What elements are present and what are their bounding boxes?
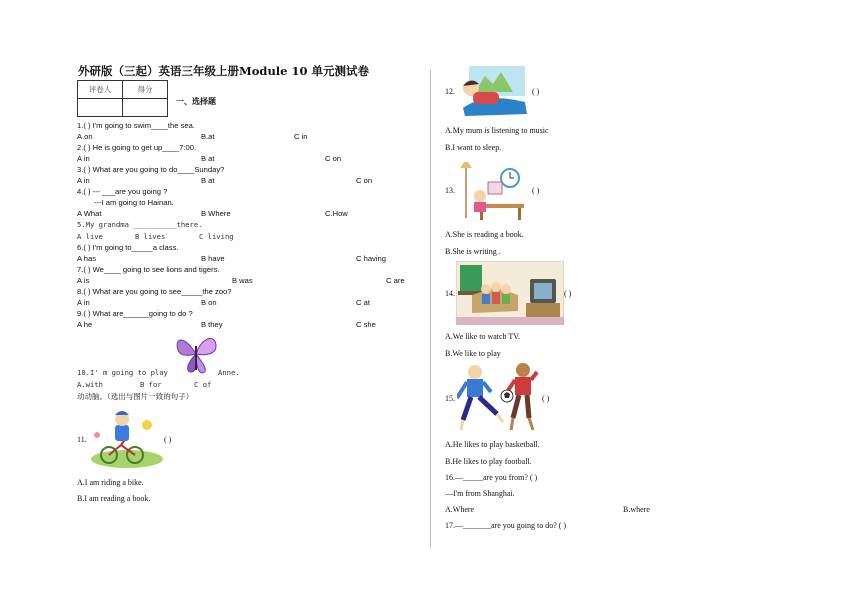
question-9: 9.( ) What are______going to do ? <box>77 309 193 318</box>
butterfly-picture-icon <box>172 332 220 376</box>
question-16: 16.—_____are you from? ( ) <box>445 473 538 482</box>
q4-option-c: C.How <box>325 209 348 218</box>
question-15: 15. <box>445 394 455 403</box>
q11-option-a: A.I am riding a bike. <box>77 478 144 487</box>
q2-option-c: C on <box>325 154 342 163</box>
girl-at-desk-picture-icon <box>458 160 528 224</box>
q13-option-b: B.She is writing . <box>445 247 501 256</box>
q12-answer-blank[interactable]: ( ) <box>532 87 540 96</box>
question-8: 8.( ) What are you going to see_____the zoo? <box>77 287 232 296</box>
question-5: 5.My grandma __________there. <box>77 220 203 229</box>
q13-option-a: A.She is reading a book. <box>445 230 524 239</box>
question-13: 13. <box>445 186 455 195</box>
q11-option-b: B.I am reading a book. <box>77 494 151 503</box>
question-2: 2.( ) He is going to get up____7:00. <box>77 143 197 152</box>
question-3: 3.( ) What are you going to do____Sunday? <box>77 165 225 174</box>
question-7: 7.( ) We____ going to see lions and tigers. <box>77 265 220 274</box>
score-table <box>77 80 168 117</box>
q4-option-b: B Where <box>201 209 231 218</box>
q12-option-b: B.I want to sleep. <box>445 143 502 152</box>
q12-option-a: A.My mum is listening to music <box>445 126 549 135</box>
q1-option-b: B.at <box>201 132 215 141</box>
q2-option-b: B at <box>201 154 215 163</box>
q14-answer-blank[interactable]: ( ) <box>564 289 572 298</box>
q10-option-b: B for <box>140 380 162 389</box>
question-14: 14. <box>445 289 455 298</box>
q9-option-c: C she <box>356 320 376 329</box>
q1-option-a: A.on <box>77 132 93 141</box>
boys-playing-football-picture-icon <box>457 362 543 434</box>
boy-riding-bike-picture-icon <box>87 405 163 469</box>
q15-option-a: A.He likes to play basketball. <box>445 440 540 449</box>
q10-option-c: C of <box>194 380 212 389</box>
question-6: 6.( ) I'm going to_____a class. <box>77 243 179 252</box>
q14-option-b: B.We like to play <box>445 349 501 358</box>
q7-option-a: A is <box>77 276 90 285</box>
q16-option-b: B.where <box>623 505 650 514</box>
q8-option-c: C at <box>356 298 370 307</box>
q11-answer-blank[interactable]: ( ) <box>164 435 172 444</box>
q10-option-a: A.with <box>77 380 103 389</box>
q9-option-b: B they <box>201 320 223 329</box>
q16-option-a: A.Where <box>445 505 475 514</box>
reviewer-header: 评卷人 <box>78 81 123 99</box>
q14-option-a: A.We like to watch TV. <box>445 332 521 341</box>
q4-option-a: A What <box>77 209 102 218</box>
column-divider <box>430 70 431 548</box>
question-4: 4.( ) --- ___are you going ? <box>77 187 168 196</box>
q3-option-b: B at <box>201 176 215 185</box>
picture-instructions: 动动脑。（选出与图片一致的句子） <box>77 392 194 401</box>
sleeping-woman-picture-icon <box>455 62 531 118</box>
q3-option-a: A in <box>77 176 90 185</box>
question-1: 1.( ) I'm going to swim____the sea. <box>77 121 195 130</box>
question-12: 12. <box>445 87 455 96</box>
question-11: 11. <box>77 435 87 444</box>
q1-option-c: C in <box>294 132 308 141</box>
q3-option-c: C on <box>356 176 373 185</box>
question-17: 17.—_______are you going to do? ( ) <box>445 521 567 530</box>
question-10-tail: Anne. <box>218 368 240 377</box>
score-header: 得分 <box>123 81 168 99</box>
q2-option-a: A in <box>77 154 90 163</box>
q13-answer-blank[interactable]: ( ) <box>532 186 540 195</box>
q7-option-c: C are <box>386 276 405 285</box>
q6-option-c: C having <box>356 254 386 263</box>
q6-option-b: B have <box>201 254 225 263</box>
q5-option-a: A live <box>77 232 103 241</box>
page-title: 外研版（三起）英语三年级上册Module 10 单元测试卷 <box>78 64 369 78</box>
question-4-answer: ---I am going to Hainan. <box>94 198 174 207</box>
q15-answer-blank[interactable]: ( ) <box>542 394 550 403</box>
section-heading: 一、选择题 <box>176 97 216 106</box>
score-cell[interactable] <box>123 99 168 117</box>
question-16-answer: —I'm from Shanghai. <box>445 489 515 498</box>
question-10: 10.I' m going to play <box>77 368 168 377</box>
q7-option-b: B was <box>232 276 253 285</box>
q5-option-c: C living <box>199 232 234 241</box>
q8-option-b: B on <box>201 298 217 307</box>
q6-option-a: A has <box>77 254 96 263</box>
q5-option-b: B lives <box>135 232 166 241</box>
q8-option-a: A in <box>77 298 90 307</box>
reviewer-cell[interactable] <box>78 99 123 117</box>
q9-option-a: A he <box>77 320 93 329</box>
family-watching-tv-picture-icon <box>456 261 564 325</box>
q15-option-b: B.He likes to play football. <box>445 457 532 466</box>
